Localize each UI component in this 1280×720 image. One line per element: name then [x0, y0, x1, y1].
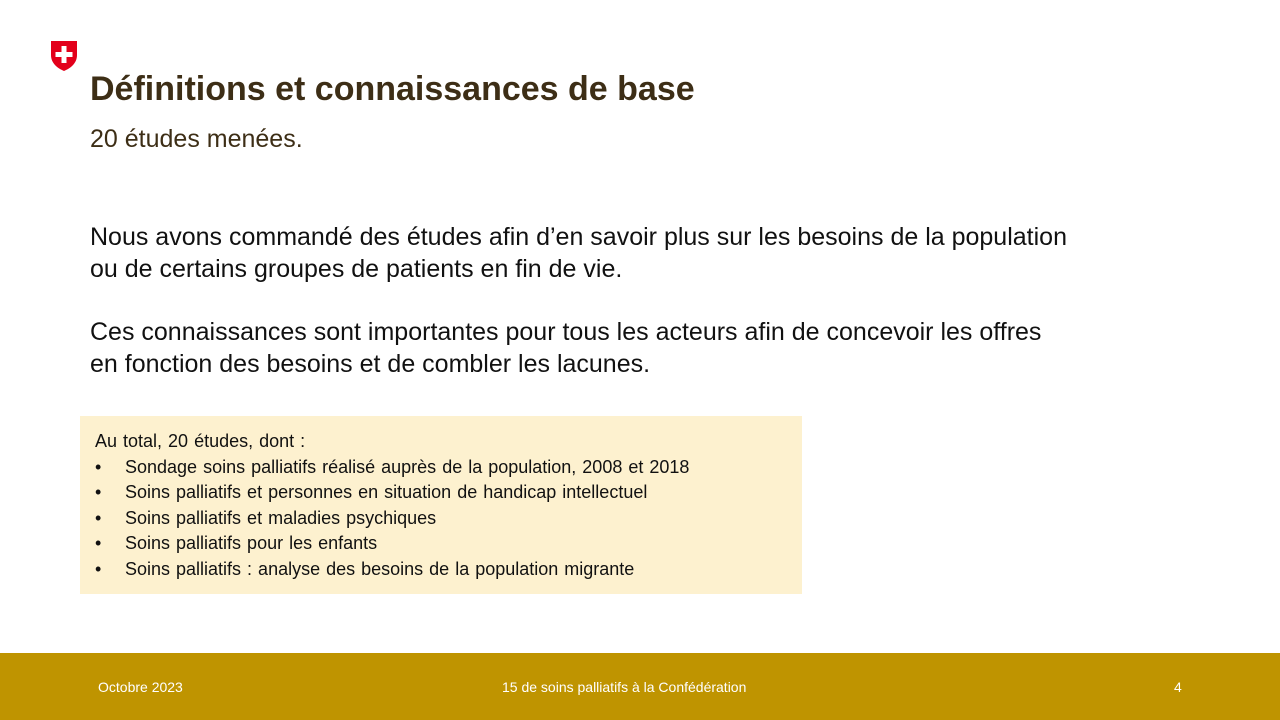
list-item-text: Soins palliatifs et personnes en situation de handicap intellectuel — [125, 482, 648, 502]
list-item — [95, 506, 787, 532]
list-item — [95, 531, 787, 557]
page-number: 4 — [1174, 679, 1182, 695]
list-item — [95, 480, 787, 506]
list-item — [95, 455, 787, 481]
footer-date: Octobre 2023 — [98, 679, 183, 695]
slide-footer — [0, 653, 1280, 720]
slide-title: Définitions et connaissances de base — [90, 70, 695, 108]
slide-subtitle: 20 études menées. — [90, 125, 303, 153]
studies-list — [95, 455, 787, 583]
list-item-text: Soins palliatifs : analyse des besoins de la population migrante — [125, 558, 635, 579]
list-item-text: Soins palliatifs et maladies psychiques — [125, 507, 437, 528]
list-item — [95, 557, 787, 583]
paragraph-line: en fonction des besoins et de combler les lacunes. — [90, 350, 651, 378]
swiss-cross-icon — [50, 40, 78, 72]
info-box-intro: Au total, 20 études, dont : — [95, 431, 306, 451]
bullet-icon: • — [95, 558, 102, 579]
paragraph-line: ou de certains groupes de patients en fin de vie. — [90, 255, 623, 283]
list-item-text: Sondage soins palliatifs réalisé auprès de la population, 2008 et 2018 — [125, 456, 690, 477]
list-item-text: Soins palliatifs pour les enfants — [125, 533, 378, 553]
body-paragraph — [90, 316, 1180, 380]
paragraph-line: Ces connaissances sont importantes pour tous les acteurs afin de concevoir les offres — [90, 318, 1042, 346]
paragraph-line: Nous avons commandé des études afin d’en savoir plus sur les besoins de la population — [90, 223, 1067, 251]
studies-info-box — [80, 416, 802, 594]
body-paragraph — [90, 221, 1180, 285]
footer-title: 15 de soins palliatifs à la Confédération — [502, 679, 747, 695]
bullet-icon: • — [95, 482, 102, 502]
bullet-icon: • — [95, 507, 102, 528]
bullet-icon: • — [95, 456, 102, 477]
bullet-icon: • — [95, 533, 102, 553]
